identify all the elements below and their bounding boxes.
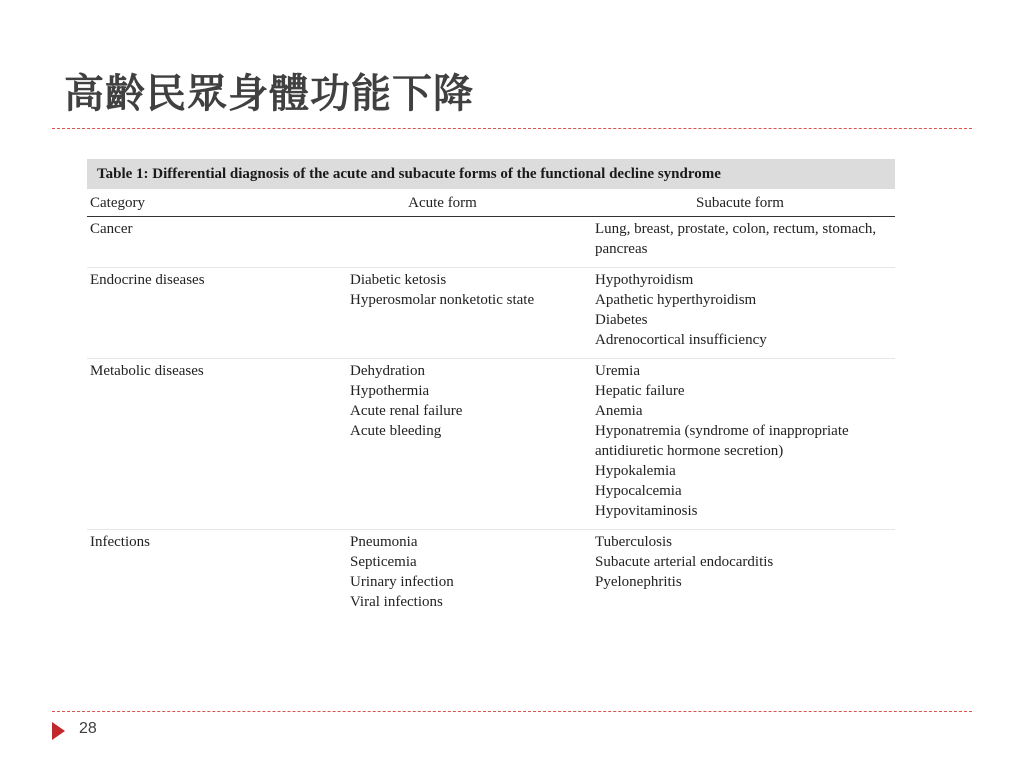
subacute-form-item: Lung, breast, prostate, colon, rectum, stomach, pancreas <box>595 221 877 257</box>
subacute-form-item: Hypovitaminosis <box>595 503 698 519</box>
table-row <box>87 217 895 268</box>
subacute-form-item: Hepatic failure <box>595 383 685 399</box>
subacute-form-item: Anemia <box>595 403 643 419</box>
subacute-form-item: Hypokalemia <box>595 463 676 479</box>
table-row <box>87 530 895 621</box>
table-header-row <box>87 189 895 217</box>
subacute-form-item: Adrenocortical insufficiency <box>595 332 767 348</box>
acute-form-item: Acute bleeding <box>350 423 442 439</box>
cell-category: Cancer <box>87 217 350 268</box>
subacute-form-item: Hypothyroidism <box>595 272 694 288</box>
cell-category: Metabolic diseases <box>87 359 350 530</box>
subacute-form-item: Hyponatremia (syndrome of inappropriate antidiuretic hormone secretion) <box>595 423 849 459</box>
cell-subacute-form <box>595 530 895 621</box>
cell-category: Infections <box>90 534 150 550</box>
acute-form-item: Urinary infection <box>350 574 454 590</box>
cell-subacute-form <box>595 359 895 530</box>
title-divider <box>52 128 972 129</box>
cell-acute-form <box>350 217 595 268</box>
acute-form-item: Septicemia <box>350 554 417 570</box>
acute-form-item: Hypothermia <box>350 383 430 399</box>
acute-form-item: Viral infections <box>350 594 443 610</box>
page-number: 28 <box>79 720 97 737</box>
table-body <box>87 217 895 621</box>
acute-form-item: Diabetic ketosis <box>350 272 447 288</box>
slide-title: 高齡民眾身體功能下降 <box>64 71 474 117</box>
subacute-form-item: Uremia <box>595 363 640 379</box>
footer-divider <box>52 711 972 712</box>
subacute-form-item: Apathetic hyperthyroidism <box>595 292 757 308</box>
table-caption: Table 1: Differential diagnosis of the acute and subacute forms of the functional decline syndrome <box>87 159 895 189</box>
header-subacute-form: Subacute form <box>595 189 895 217</box>
subacute-form-item: Pyelonephritis <box>595 574 682 590</box>
subacute-form-item: Subacute arterial endocarditis <box>595 554 774 570</box>
header-acute-form: Acute form <box>350 189 595 217</box>
cell-category: Endocrine diseases <box>87 268 350 359</box>
diagnosis-table-figure <box>87 159 895 620</box>
acute-form-item: Pneumonia <box>350 534 418 550</box>
diagnosis-table <box>87 189 895 620</box>
table-row <box>87 359 895 530</box>
cell-acute-form <box>350 530 595 621</box>
cell-subacute-form <box>595 217 895 268</box>
subacute-form-item: Diabetes <box>595 312 648 328</box>
acute-form-item: Hyperosmolar nonketotic state <box>350 292 535 308</box>
table-row <box>87 268 895 359</box>
subacute-form-item: Tuberculosis <box>595 534 672 550</box>
header-category: Category <box>87 189 350 217</box>
footer-triangle-icon <box>52 722 65 740</box>
cell-subacute-form <box>595 268 895 359</box>
subacute-form-item: Hypocalcemia <box>595 483 682 499</box>
acute-form-item: Dehydration <box>350 363 425 379</box>
acute-form-item: Acute renal failure <box>350 403 463 419</box>
cell-acute-form <box>350 268 595 359</box>
cell-acute-form <box>350 359 595 530</box>
